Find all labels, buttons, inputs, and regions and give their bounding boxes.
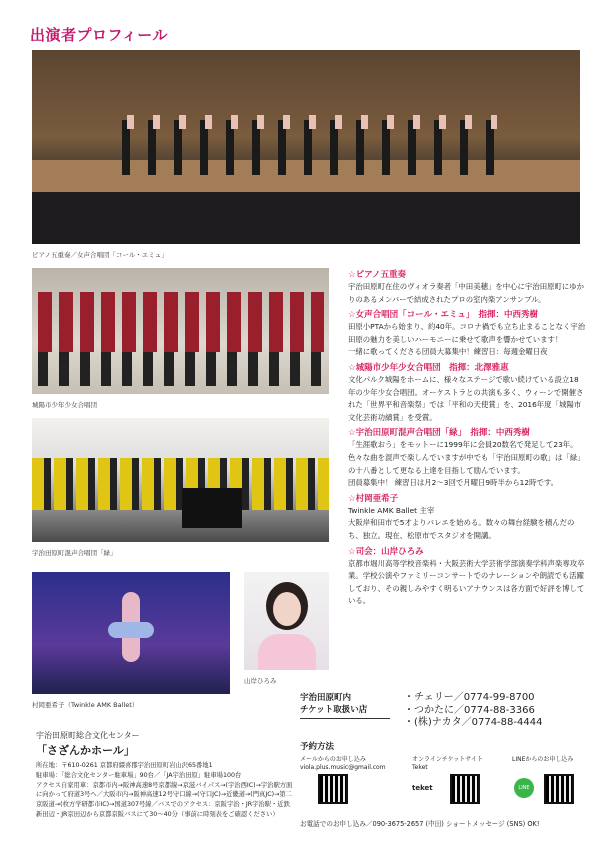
line-label: LINEからのお申し込み — [512, 756, 574, 763]
hall-info — [36, 730, 296, 820]
caption-mixed-choir: 宇治田原町混声合唱団「緑」 — [32, 549, 117, 557]
profile-body: 宇治田原町在住のヴィオラ奏者「中田美穂」を中心に宇治田原町にゆかりのあるメンバーで結成されたプロの室内楽アンサンブル。 — [348, 282, 585, 304]
page-title: 出演者プロフィール — [30, 26, 169, 44]
reservation-heading: 予約方法 — [300, 742, 335, 752]
ticket-label-1: 宇治田原町内 — [300, 693, 352, 703]
profile-heading: ☆宇治田原町混声合唱団「緑」 指揮：中西秀樹 — [348, 428, 530, 439]
shop-nakata: ・(株)ナカタ／0774-88-4444 — [404, 717, 543, 728]
profile-body: 京都市堀川高等学校音楽科・大阪芸術大学芸術学部演奏学科声楽専攻卒業。学校公演やファミリーコンサートでのナレーションや朗読でも活躍しており、その親しみやすく明るいアナウンスは各方面で好評を博している。 — [348, 558, 585, 606]
profile-heading: ☆ピアノ五重奏 — [348, 270, 406, 280]
mail-qr-code[interactable] — [318, 774, 348, 804]
caption-mc: 山岸ひろみ — [244, 677, 277, 685]
profile-body: 文化パルク城陽をホームに、様々なステージで歌い続けている設立18年の少年少女合唱団。オーケストラとの共演も多く、ウィーンで開催された「世界平和音楽祭」では「平和の天使賞」を、2016年度「城陽市文化芸術功績賞」を受賞。 — [348, 374, 584, 422]
caption-quintet: ピアノ五重奏／女声合唱団「コール・エミュ」 — [32, 251, 168, 259]
mc-portrait-photo — [244, 572, 329, 670]
profile-note: 一緒に歌ってくださる団員大募集中！練習日：毎週金曜日夜 — [348, 347, 548, 357]
reservation — [300, 740, 590, 792]
online-label: オンラインチケットサイト — [412, 756, 483, 763]
profile-body: Twinkle AMK Ballet 主宰 — [348, 505, 435, 515]
stage-photo — [32, 50, 580, 244]
mixed-choir-photo — [32, 418, 329, 542]
line-icon: LINE — [514, 778, 534, 798]
hall-access: アクセス自家用車：京都市内→阪神高速8号京都線→京滋バイパス→(宇治西IC)→宇治駅方面に向かって府道3号へ／大阪市内→阪神高速12号守口線→(守口JC)→近畿道→(門真JC)→第二京阪道→(枚方学研都市IC)→国道307号線／バスでのアクセス：京阪宇治・JR宇治駅・近鉄新田辺・JR京田辺から京都京阪バスにて30～40分（事前に時刻表をご確認ください） — [36, 781, 293, 818]
hall-address: 所在地：〒610-0261 京都府綴喜郡宇治田原町岩山沢65番地1 — [36, 762, 213, 769]
shop-tsukatani: ・つかたに／0774-88-3366 — [404, 704, 535, 716]
profile-body: 「生涯歌おう」をモットーに1999年に会員20数名で発足して23年。色々な曲を混声で楽しんでいますが中でも「宇治田原町の歌」は「緑」の十八番として更なる上達を目指して励んでいます。 — [348, 440, 585, 475]
shop-cherry: ・チェリー／0774-99-8700 — [404, 692, 535, 703]
hall-org: 宇治田原町総合文化センター — [36, 731, 140, 740]
phone-reservation: お電話でのお申し込み／090-3675-2657 (中田) ショートメッセージ (SNS) OK! — [300, 820, 540, 828]
teket-logo: teket — [412, 784, 433, 792]
children-choir-photo — [32, 268, 329, 394]
ballet-photo — [32, 572, 230, 694]
profile-note: 団員募集中！ 練習日は月2～3回で月曜日9時半から12時です。 — [348, 478, 559, 488]
profile-heading: ☆村岡亜希子 — [348, 493, 399, 504]
caption-children-choir: 城陽市少年少女合唱団 — [32, 401, 97, 409]
line-qr-code[interactable] — [544, 774, 574, 804]
hall-parking: 駐車場：「総合文化センター駐車場」90台／「JA宇治田原」駐車場100台 — [36, 771, 242, 779]
hall-name: 「さざんかホール」 — [36, 744, 135, 757]
profile-note: 大阪岸和田市で5才よりバレエを始める。数々の舞台経験を積んだのち、独立。現在、松原市でスタジオを開講。 — [348, 518, 575, 540]
online-name: Teket — [412, 764, 428, 771]
profile-heading: ☆司会：山岸ひろみ — [348, 546, 424, 557]
profile-heading: ☆城陽市少年少女合唱団 指揮：北澤雅恵 — [348, 362, 509, 373]
profiles — [348, 266, 586, 608]
caption-ballet: 村岡亜希子（Twinkle AMK Ballet） — [32, 701, 139, 709]
mail-address[interactable]: viola.plus.music@gmail.com — [300, 764, 386, 771]
ticket-label-2: チケット取扱い店 — [300, 705, 368, 715]
teket-qr-code[interactable] — [450, 774, 480, 804]
profile-body: 田原小PTAから始まり、約40年。コロナ禍でも立ち止まることなく宇治田原の魅力を美しいハーモニーに乗せて歌声を響かせています！ — [348, 322, 586, 344]
mail-label: メールからのお申し込み — [300, 756, 366, 763]
profile-heading: ☆女声合唱団「コール・エミュ」 指揮：中西秀樹 — [348, 310, 539, 321]
